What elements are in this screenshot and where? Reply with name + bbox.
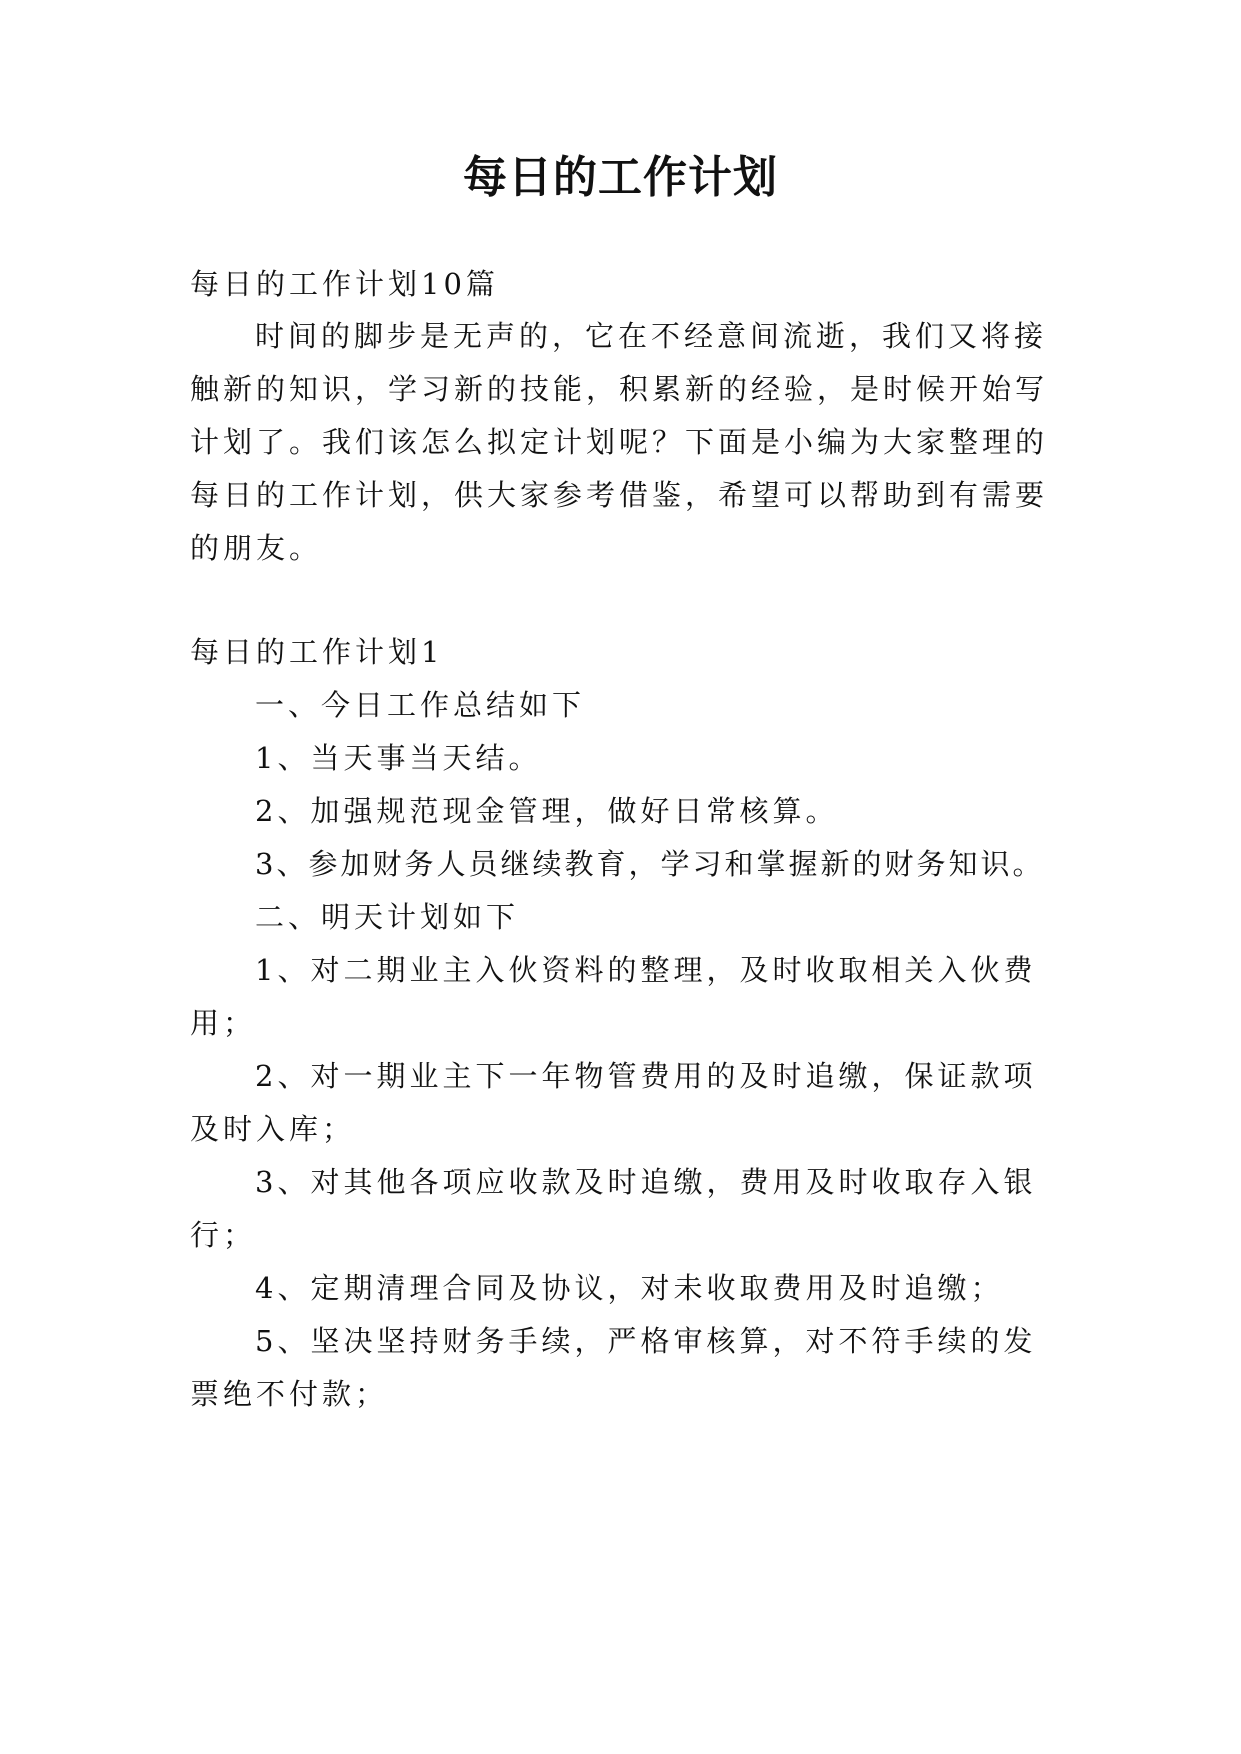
plan-item: 2、对一期业主下一年物管费用的及时追缴，保证款项 (255, 1059, 1037, 1093)
plan-item-continuation: 用； (190, 1006, 257, 1040)
plan-heading: 二、明天计划如下 (255, 900, 520, 934)
summary-item: 2、加强规范现金管理，做好日常核算。 (255, 794, 839, 828)
plan-item-continuation: 及时入库； (190, 1112, 356, 1146)
plan-item: 3、对其他各项应收款及时追缴，费用及时收取存入银 (255, 1165, 1037, 1199)
intro-line: 时间的脚步是无声的，它在不经意间流逝，我们又将接 (255, 319, 1048, 353)
plan-item: 5、坚决坚持财务手续，严格审核算，对不符手续的发 (255, 1324, 1037, 1358)
summary-item: 3、参加财务人员继续教育，学习和掌握新的财务知识。 (255, 847, 1045, 881)
summary-heading: 一、今日工作总结如下 (255, 688, 586, 722)
intro-line: 触新的知识，学习新的技能，积累新的经验，是时候开始写 (190, 372, 1049, 406)
section-heading: 每日的工作计划1 (190, 635, 444, 669)
intro-line: 的朋友。 (190, 531, 323, 565)
plan-item: 1、对二期业主入伙资料的整理，及时收取相关入伙费 (255, 953, 1037, 987)
document-subtitle: 每日的工作计划10篇 (190, 267, 499, 301)
plan-item-continuation: 票绝不付款； (190, 1377, 389, 1411)
document-title: 每日的工作计划 (463, 152, 778, 203)
summary-item: 1、当天事当天结。 (255, 741, 542, 775)
intro-line: 计划了。我们该怎么拟定计划呢？下面是小编为大家整理的 (190, 425, 1049, 459)
plan-item: 4、定期清理合同及协议，对未收取费用及时追缴； (255, 1271, 1004, 1305)
plan-item-continuation: 行； (190, 1218, 257, 1252)
intro-line: 每日的工作计划，供大家参考借鉴，希望可以帮助到有需要 (190, 478, 1049, 512)
